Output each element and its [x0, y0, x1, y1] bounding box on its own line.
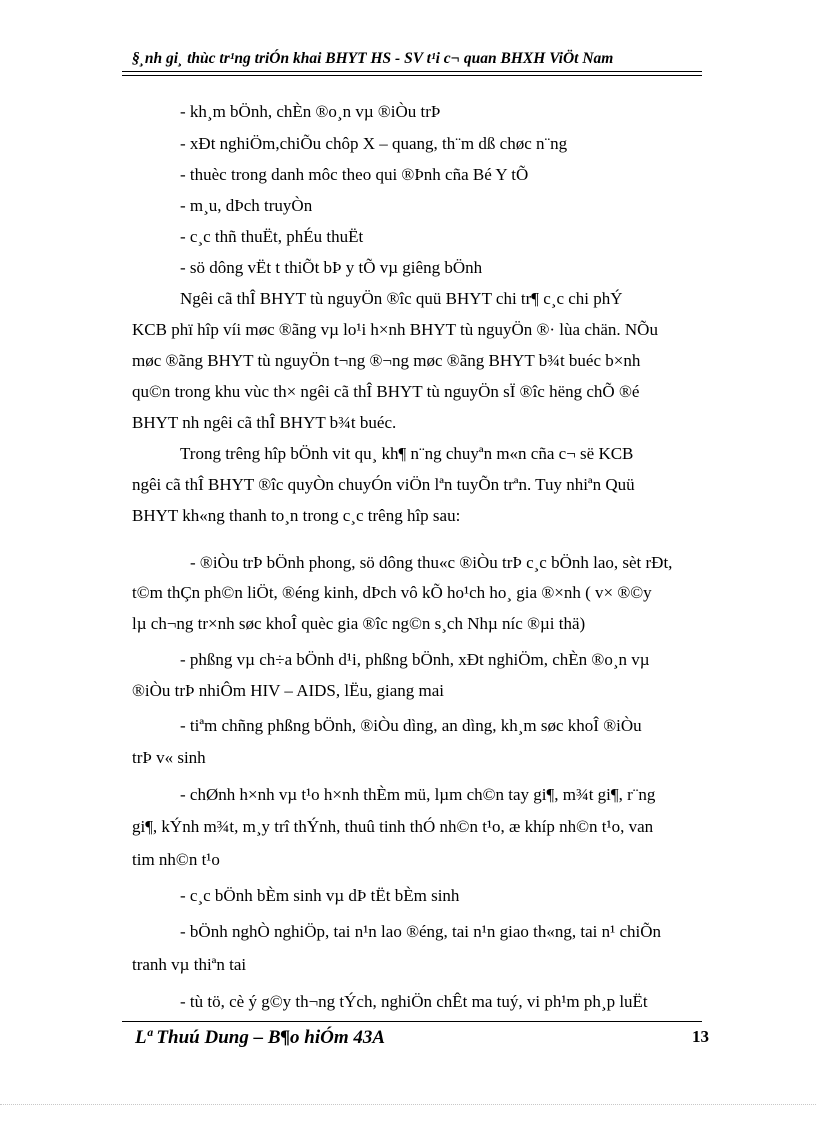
page-number: 13: [692, 1027, 709, 1046]
body-line: lµ ch¬ng tr×nh søc khoÎ quèc gia ®îc ng©n s¸ch Nhµ níc ®µi thä): [132, 614, 586, 633]
body-line: møc ®ãng BHYT tù nguyÖn t¬ng ®¬ng møc ®ãng BHYT b¾t buéc b×nh: [132, 351, 641, 370]
body-line: - c¸c bÖnh bÈm sinh vµ dÞ tËt bÈm sinh: [180, 886, 460, 905]
body-line: - bÖnh nghÒ nghiÖp, tai n¹n lao ®éng, tai n¹n giao th«ng, tai n¹ chiÕn: [180, 922, 661, 941]
body-line: - ®iÒu trÞ bÖnh phong, sö dông thu«c ®iÒu trÞ c¸c bÖnh lao, sèt rÐt,: [190, 553, 673, 572]
body-line: - chØnh h×nh vµ t¹o h×nh thÈm mü, lµm ch©n tay gi¶, m¾t gi¶, r¨ng: [180, 785, 656, 804]
body-line: KCB phï hîp víi møc ®ãng vµ lo¹i h×nh BHYT tù nguyÖn ®· lùa chän. NÕu: [132, 320, 658, 339]
body-line: - tù tö, cè ý g©y th¬ng tÝch, nghiÖn chÊt ma tuý, vi ph¹m ph¸p luËt: [180, 992, 648, 1011]
header-title: §¸nh gi¸ thùc tr¹ng triÓn khai BHYT HS - SV t¹i c¬ quan BHXH ViÖt Nam: [132, 50, 614, 67]
body-line: - c¸c thñ thuËt, phÉu thuËt: [180, 227, 364, 246]
body-line: ®iÒu trÞ nhiÔm HIV – AIDS, lËu, giang mai: [132, 681, 444, 700]
body-line: BHYT nh ngêi cã thÎ BHYT b¾t buéc.: [132, 413, 397, 432]
body-line: tranh vµ thiªn tai: [132, 955, 247, 974]
body-line: t©m thÇn ph©n liÖt, ®éng kinh, dÞch vô kÕ ho¹ch ho¸ gia ®×nh ( v× ®©y: [132, 583, 652, 602]
header-rule-top: [122, 71, 702, 72]
body-line: Ngêi cã thÎ BHYT tù nguyÖn ®îc quü BHYT chi tr¶ c¸c chi phÝ: [180, 289, 623, 308]
body-line: tim nh©n t¹o: [132, 850, 220, 869]
body-line: - xÐt nghiÖm,chiÕu chôp X – quang, th¨m dß chøc n¨ng: [180, 134, 568, 153]
body-line: - thuèc trong danh môc theo qui ®Þnh cña Bé Y tÕ: [180, 165, 529, 184]
body-line: qu©n trong khu vùc th× ngêi cã thÎ BHYT tù nguyÖn sÏ ®îc hëng chÕ ®é: [132, 382, 640, 401]
body-line: ngêi cã thÎ BHYT ®îc quyÒn chuyÓn viÖn lªn tuyÕn trªn. Tuy nhiªn Quü: [132, 475, 635, 494]
footer-author: Lª Thuú Dung – B¶o hiÓm 43A: [135, 1027, 386, 1048]
page-edge-dotted-border: [0, 1104, 816, 1105]
body-line: - m¸u, dÞch truyÒn: [180, 196, 313, 215]
body-line: - kh¸m bÖnh, chÈn ®o¸n vµ ®iÒu trÞ: [180, 102, 441, 121]
body-line: trÞ v« sinh: [132, 748, 206, 767]
footer-rule: [122, 1021, 702, 1022]
body-line: Trong trêng hîp bÖnh vit qu¸ kh¶ n¨ng chuyªn m«n cña c¬ së KCB: [180, 444, 634, 463]
body-line: - phßng vµ ch÷a bÖnh d¹i, phßng bÖnh, xÐt nghiÖm, chÈn ®o¸n vµ: [180, 650, 650, 669]
body-line: - sö dông vËt t thiÕt bÞ y tÕ vµ giêng bÖnh: [180, 258, 483, 277]
body-line: - tiªm chñng phßng bÖnh, ®iÒu dìng, an dìng, kh¸m søc khoÎ ®iÒu: [180, 716, 642, 735]
header-rule-bottom: [122, 75, 702, 76]
body-line: BHYT kh«ng thanh to¸n trong c¸c trêng hîp sau:: [132, 506, 461, 525]
body-line: gi¶, kÝnh m¾t, m¸y trî thÝnh, thuû tinh thÓ nh©n t¹o, æ khíp nh©n t¹o, van: [132, 817, 654, 836]
